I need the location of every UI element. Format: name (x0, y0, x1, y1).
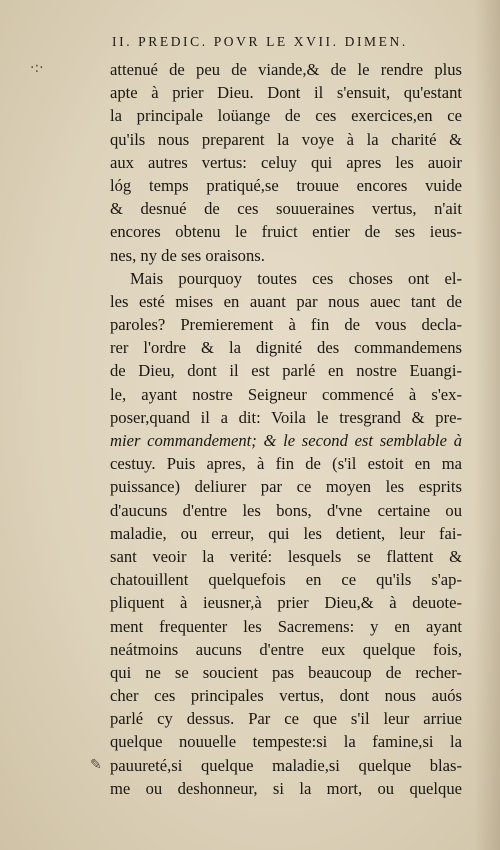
text-line: puissance) deliurer par ce moyen les esprits (110, 477, 462, 497)
text-line: ment frequenter les Sacremens: y en ayant (110, 616, 462, 636)
text-line: chatouillent quelquefois en ce qu'ils s'ap- (110, 570, 462, 590)
running-head: II. PREDIC. POVR LE XVII. DIMEN. (112, 34, 408, 49)
text-line: me ou deshonneur, si la mort, ou quelque (110, 778, 462, 798)
text-line: quelque nouuelle tempeste:si la famine,si la (110, 732, 462, 752)
text-line: pauureté,si quelque maladie,si quelque blas- (110, 755, 462, 775)
text-line: paroles? Premierement à fin de vous decla- (110, 315, 462, 335)
text-line: pliquent à ieusner,à prier Dieu,& à deuote- (110, 593, 462, 613)
text-line: cher ces principales vertus, dont nous auós (110, 686, 462, 706)
text-line: la principale loüange de ces exercices,en ce (110, 106, 462, 126)
text-line: nes, ny de ses oraisons. (110, 245, 265, 265)
paragraph-start-line: Mais pourquoy toutes ces choses ont el- (130, 268, 462, 288)
page-gutter-shadow (474, 0, 500, 850)
text-line: neátmoins aucuns d'entre eux quelque fois, (110, 639, 462, 659)
body-text (110, 58, 462, 800)
text-line: qui ne se soucient pas beaucoup de recher- (110, 662, 462, 682)
text-line: de Dieu, dont il est parlé en nostre Euangi- (110, 361, 462, 381)
text-line: aux autres vertus: celuy qui apres les auoir (110, 152, 462, 172)
text-line-italic-quote: mier commandement; & le second est semblable à (110, 431, 462, 450)
text-line: le, ayant nostre Seigneur commencé à s'ex- (110, 384, 462, 404)
text-line: & desnué de ces souueraines vertus, n'ait (110, 199, 462, 219)
text-line: qu'ils nous preparent la voye à la charité & (110, 129, 462, 149)
text-line: parlé cy dessus. Par ce que s'il leur arriue (110, 709, 462, 729)
text-line: les esté mises en auant par nous auec tant de (110, 291, 462, 311)
text-line: attenué de peu de viande,& de le rendre plus (110, 60, 462, 79)
text-line: poser,quand il a dit: Voila le tresgrand & pre- (110, 407, 462, 427)
text-line: maladie, ou erreur, qui les detient, leur fai- (110, 523, 462, 543)
text-line: lóg temps pratiqué,se trouue encores vuide (110, 175, 462, 195)
text-line: rer l'ordre & la dignité des commandemens (110, 338, 462, 358)
text-line: cestuy. Puis apres, à fin de (s'il estoit en ma (110, 454, 462, 474)
text-line: encores obtenu le fruict entier de ses ieus- (110, 222, 462, 242)
margin-mark-bottom: ✎ (90, 757, 102, 773)
margin-mark-top: ·:· (30, 60, 44, 76)
text-line: apte à prier Dieu. Dont il s'ensuit, qu'estant (110, 83, 462, 103)
text-line: sant veoir la verité: lesquels se flattent & (110, 546, 462, 566)
text-line: d'aucuns d'entre les bons, d'vne certaine ou (110, 500, 462, 520)
